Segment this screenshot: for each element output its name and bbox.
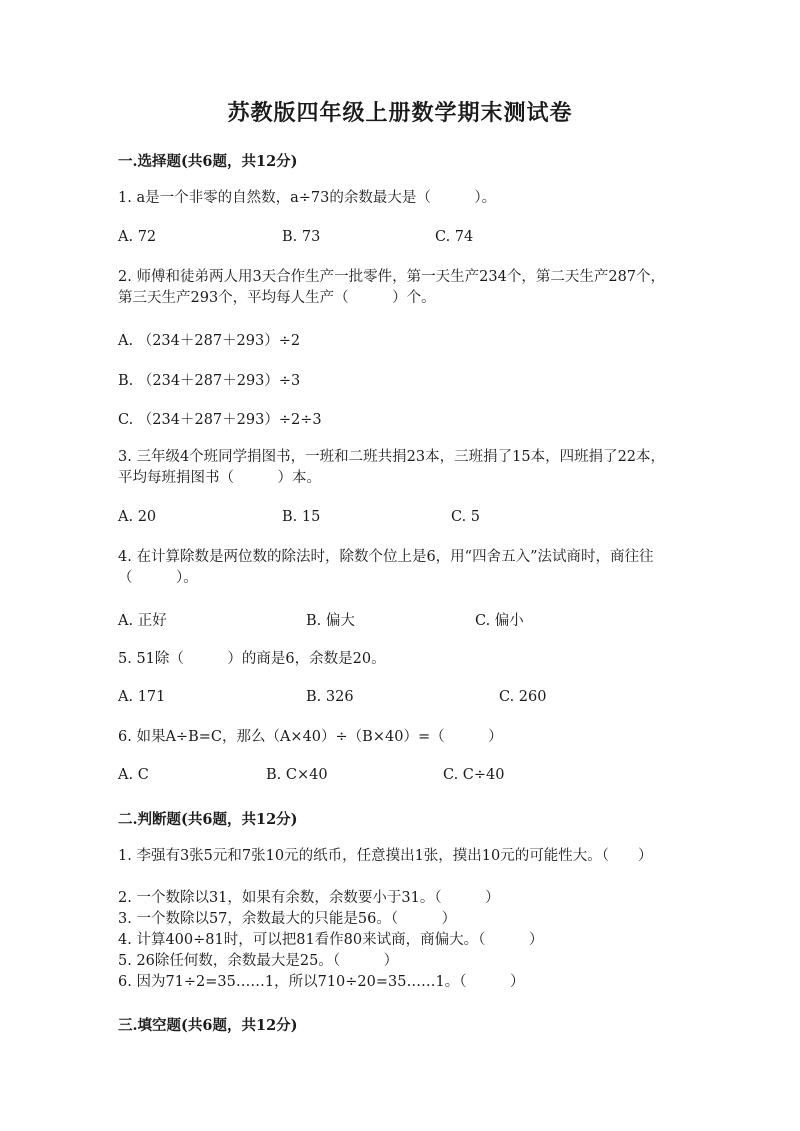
option-a: A. 正好: [118, 613, 167, 629]
option-c: C. C÷40: [443, 767, 505, 783]
choice-question-2: 2. 师傅和徒弟两人用3天合作生产一批零件，第一天生产234个，第二天生产287个，第三天生产293个，平均每人生产（ ）个。: [118, 269, 666, 306]
exam-title: 苏教版四年级上册数学期末测试卷: [227, 100, 573, 126]
judge-item-6: 6. 因为71÷2=35……1，所以710÷20=35……1。（ ）: [118, 974, 525, 990]
option-a: A. 20: [118, 509, 157, 525]
option-c: C. 260: [499, 689, 547, 705]
judge-item-5: 5. 26除任何数，余数最大是25。（ ）: [118, 953, 399, 969]
judge-item-1: 1. 李强有3张5元和7张10元的纸币，任意摸出1张，摸出10元的可能性大。（ ）: [118, 848, 653, 864]
choice-question-1: 1. a是一个非零的自然数，a÷73的余数最大是（ ）。: [118, 190, 497, 206]
choice-2-option-c: C. （234＋287＋293）÷2÷3: [118, 412, 322, 428]
option-a: A. C: [118, 767, 149, 783]
option-b: B. 326: [306, 689, 354, 705]
judge-item-2: 2. 一个数除以31，如果有余数，余数要小于31。（ ）: [118, 890, 500, 906]
choice-options-3: [118, 509, 678, 529]
option-c: C. 74: [435, 229, 474, 245]
choice-question-4: 4. 在计算除数是两位数的除法时，除数个位上是6，用“四舍五入”法试商时，商往往（ ）。: [118, 549, 654, 586]
choice-question-3: 3. 三年级4个班同学捐图书，一班和二班共捐23本，三班捐了15本，四班捐了22本，平均每班捐图书（ ）本。: [118, 449, 666, 486]
option-a: A. 72: [118, 229, 157, 245]
choice-2-option-b: B. （234＋287＋293）÷3: [118, 373, 301, 389]
option-a: A. 171: [118, 689, 166, 705]
choice-options-4: [118, 609, 678, 629]
choice-question-6: 6. 如果A÷B=C，那么（A×40）÷（B×40）=（ ）: [118, 729, 503, 745]
option-b: B. 15: [282, 509, 321, 525]
option-b: B. C×40: [266, 767, 328, 783]
section-heading-choice: 一.选择题(共6题，共12分): [118, 153, 298, 170]
choice-options-6: [118, 767, 678, 787]
choice-options-5: [118, 689, 678, 709]
judge-item-4: 4. 计算400÷81时，可以把81看作80来试商，商偏大。（ ）: [118, 932, 544, 948]
option-c: C. 5: [451, 509, 481, 525]
choice-question-5: 5. 51除（ ）的商是6，余数是20。: [118, 651, 386, 667]
section-heading-judge: 二.判断题(共6题，共12分): [118, 811, 298, 828]
option-b: B. 偏大: [306, 613, 355, 629]
choice-2-option-a: A. （234＋287＋293）÷2: [118, 333, 301, 349]
choice-options-1: [118, 229, 678, 249]
option-b: B. 73: [282, 229, 321, 245]
option-c: C. 偏小: [475, 613, 524, 629]
judge-item-3: 3. 一个数除以57，余数最大的只能是56。（ ）: [118, 911, 457, 927]
section-heading-fill: 三.填空题(共6题，共12分): [118, 1017, 298, 1034]
